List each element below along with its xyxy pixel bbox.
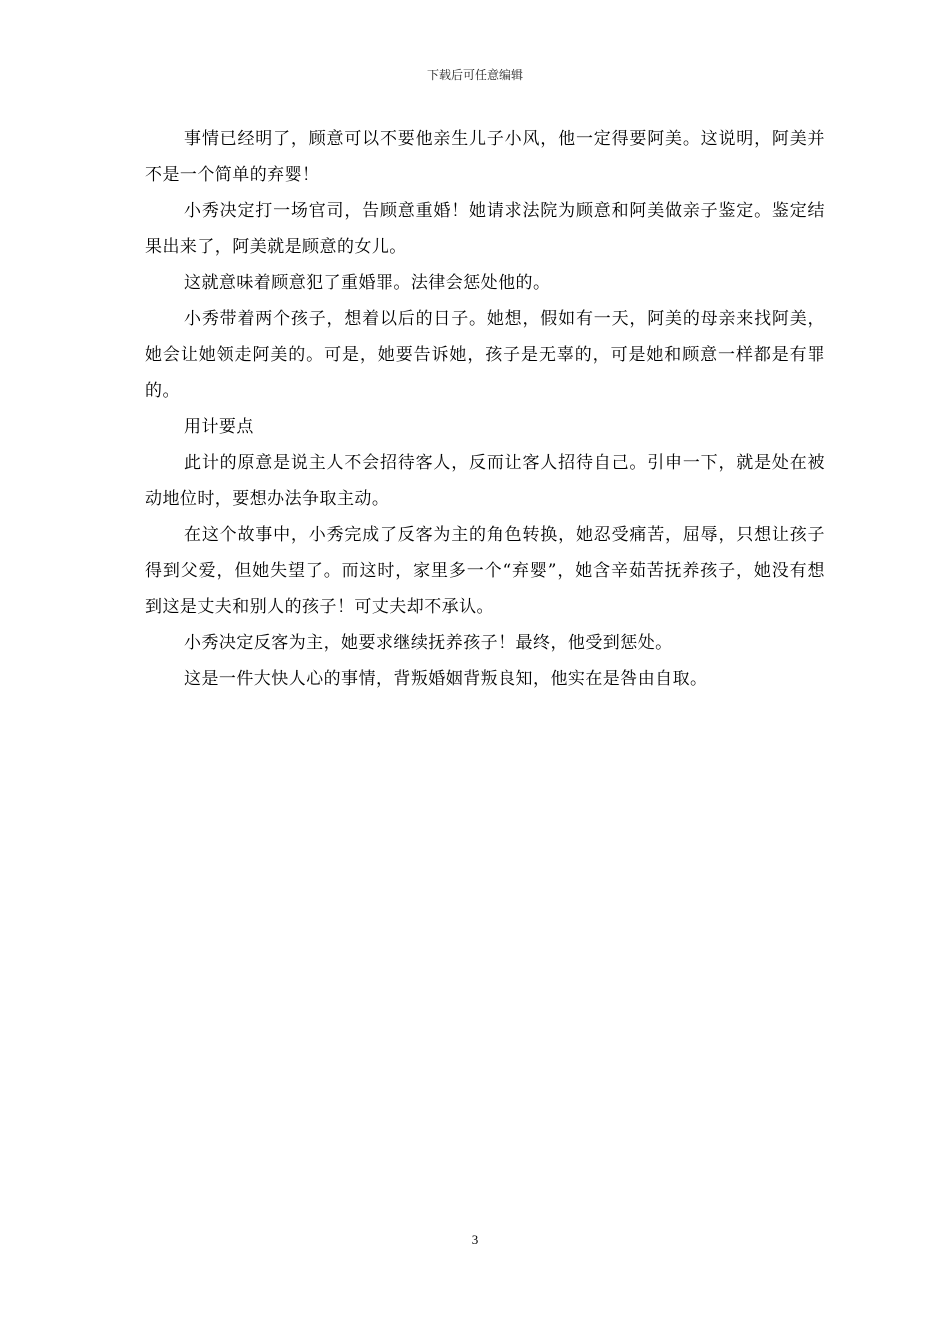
paragraph: 在这个故事中，小秀完成了反客为主的角色转换，她忍受痛苦，屈辱，只想让孩子得到父爱，但她失望了。而这时，家里多一个“弃婴”，她含辛茹苦抚养孩子，她没有想到这是丈夫和别人的孩子！可丈夫却不承认。 [145, 525, 825, 617]
paragraph: 这就意味着顾意犯了重婚罪。法律会惩处他的。 [184, 273, 551, 293]
page-number: 3 [471, 1232, 479, 1247]
section-heading: 用计要点 [184, 417, 254, 437]
document-body [145, 121, 825, 697]
paragraph: 这是一件大快人心的事情，背叛婚姻背叛良知，他实在是咎由自取。 [184, 669, 708, 689]
page-header: 下载后可任意编辑 [426, 68, 523, 82]
paragraph: 小秀带着两个孩子，想着以后的日子。她想，假如有一天，阿美的母亲来找阿美，她会让她领走阿美的。可是，她要告诉她，孩子是无辜的，可是她和顾意一样都是有罪的。 [145, 309, 825, 401]
paragraph: 此计的原意是说主人不会招待客人，反而让客人招待自己。引申一下，就是处在被动地位时，要想办法争取主动。 [145, 453, 825, 509]
paragraph: 小秀决定打一场官司，告顾意重婚！她请求法院为顾意和阿美做亲子鉴定。鉴定结果出来了，阿美就是顾意的女儿。 [145, 201, 825, 257]
paragraph: 事情已经明了，顾意可以不要他亲生儿子小风，他一定得要阿美。这说明，阿美并不是一个简单的弃婴！ [145, 129, 825, 185]
paragraph: 小秀决定反客为主，她要求继续抚养孩子！最终，他受到惩处。 [184, 633, 673, 653]
